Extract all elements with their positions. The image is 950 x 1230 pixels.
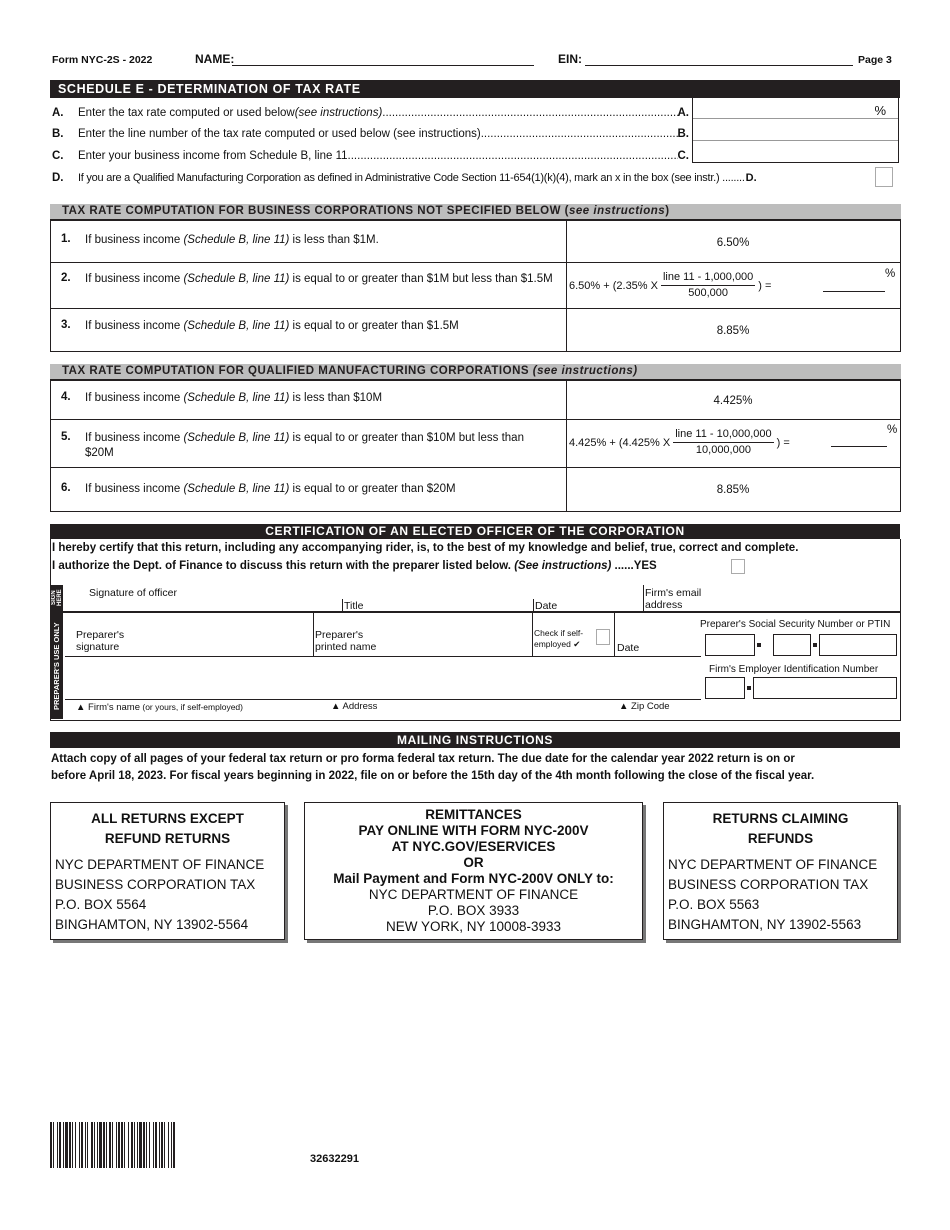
manufacturing-rate-title: TAX RATE COMPUTATION FOR QUALIFIED MANUFACTURING CORPORATIONS (see instructions) — [50, 364, 901, 379]
schedule-e-title: SCHEDULE E - DETERMINATION OF TAX RATE — [50, 80, 900, 98]
line-text: Enter your business income from Schedule B, line 11 — [78, 150, 348, 162]
manufacturing-rate-table — [50, 379, 901, 512]
mailing-box-all-returns: ALL RETURNS EXCEPT REFUND RETURNS NYC DEPARTMENT OF FINANCE BUSINESS CORPORATION TAX P.O. BOX 5564 BINGHAMTON, NY 13902-5564 — [50, 802, 285, 940]
self-employed-label: Check if self-employed ✔ — [534, 628, 584, 649]
barcode-bar — [175, 1122, 176, 1168]
business-rate-title: TAX RATE COMPUTATION FOR BUSINESS CORPORATIONS NOT SPECIFIED BELOW (see instructions) — [50, 204, 901, 219]
rate-value: 8.85% — [716, 325, 750, 337]
preparers-use-only-label: PREPARER'S USE ONLY — [51, 613, 63, 719]
line-text: Enter the line number of the tax rate computed or used below (see instructions) — [78, 128, 481, 140]
firm-ein-field-2[interactable] — [753, 677, 897, 699]
rate-value: 6.50% — [716, 237, 750, 249]
line-ref: (see instructions) — [294, 107, 383, 119]
ptin-field-3[interactable] — [819, 634, 897, 656]
dot-leader — [481, 128, 678, 140]
page-number: Page 3 — [858, 54, 892, 66]
preparer-signature-label: Preparer's signature — [76, 629, 125, 653]
certification-title: CERTIFICATION OF AN ELECTED OFFICER OF THE CORPORATION — [50, 524, 900, 539]
title-label: Title — [344, 600, 364, 612]
table-row: 3. If business income (Schedule B, line 11) is equal to or greater than $1.5M 8.85% — [51, 308, 900, 352]
firm-ein-label: Firm's Employer Identification Number — [709, 664, 879, 675]
firm-name-label: ▲ Firm's name (or yours, if self-employed) — [76, 702, 243, 713]
officer-signature-field[interactable] — [65, 585, 341, 611]
ptin-field-2[interactable] — [773, 634, 811, 656]
line-text: If you are a Qualified Manufacturing Corporation as defined in Administrative Code Section 11-654(1)(k)(4), mark an x in the box (see instr.) ........ — [78, 172, 745, 184]
signature-of-officer-label: Signature of officer — [89, 587, 177, 599]
sign-here-label: SIGN HERE — [51, 585, 63, 611]
firm-ein-field-1[interactable] — [705, 677, 745, 699]
form-code: 32632291 — [310, 1153, 359, 1165]
mailing-text: before April 18, 2023. For fiscal years beginning in 2022, file on or before the 15th day of the 4th month following the close of the fiscal year. — [51, 770, 815, 782]
zip-code-label: ▲ Zip Code — [619, 701, 670, 712]
preparer-name-label: Preparer's printed name — [315, 629, 377, 653]
address-label: ▲ Address — [331, 701, 378, 712]
mailing-box-remittances: REMITTANCES PAY ONLINE WITH FORM NYC-200V AT NYC.GOV/ESERVICES OR Mail Payment and Form NYC-200V ONLY to: NYC DEPARTMENT OF FINANCE P.O. BOX 3933 NEW YORK, NY 10008-3933 — [304, 802, 643, 940]
self-employed-checkbox[interactable] — [596, 629, 610, 645]
line-text: Enter the tax rate computed or used below — [78, 107, 295, 119]
table-row: 6. If business income (Schedule B, line 11) is equal to or greater than $20M 8.85% — [51, 467, 900, 512]
line-c — [52, 150, 689, 162]
rate-formula: 4.425% + (4.425% X $\frac{\text{line 11 - 10,000,000}}{10,000,000}$ ) = — [569, 428, 790, 456]
dot-leader — [382, 107, 677, 119]
certify-statement: I hereby certify that this return, including any accompanying rider, is, to the best of my knowledge and belief, true, correct and complete. — [52, 542, 799, 554]
firms-email-label: Firm's email address — [645, 587, 702, 611]
ein-label: EIN: — [558, 52, 582, 66]
ptin-field-1[interactable] — [705, 634, 755, 656]
table-row: 2. If business income (Schedule B, line 11) is equal to or greater than $1M but less than $1.5M 6.50% + (2.35% X $\frac{\text{line 11 - 1,000,000}}{500,000}$ ) = % — [51, 262, 900, 309]
line-d — [52, 172, 757, 184]
name-label: NAME: — [195, 52, 235, 66]
rate-value: 4.425% — [713, 395, 753, 407]
table-row: 5. If business income (Schedule B, line 11) is equal to or greater than $10M but less than $20M 4.425% + (4.425% X $\frac{\text{line 11 - 10,000,000}}{10,000,000}$ ) = % — [51, 419, 900, 468]
computed-rate-field[interactable] — [823, 291, 885, 292]
date-label: Date — [535, 600, 558, 612]
line-letter-end: D. — [745, 172, 757, 184]
dot-leader — [348, 150, 678, 162]
mailing-box-refunds: RETURNS CLAIMING REFUNDS NYC DEPARTMENT OF FINANCE BUSINESS CORPORATION TAX P.O. BOX 5563 BINGHAMTON, NY 13902-5563 — [663, 802, 898, 940]
barcode — [50, 1122, 248, 1168]
line-letter: D. — [52, 172, 64, 184]
schedule-e-entry-box — [692, 97, 899, 163]
mailing-text: Attach copy of all pages of your federal tax return or pro forma federal tax return. The due date for the calendar year 2022 return is on or — [51, 753, 795, 765]
line-b-input[interactable] — [693, 119, 898, 141]
line-a-input[interactable] — [693, 97, 898, 119]
percent-sign: % — [874, 103, 886, 118]
rate-value: 8.85% — [716, 484, 750, 496]
ein-field[interactable] — [585, 52, 853, 66]
authorize-yes-checkbox[interactable] — [731, 559, 745, 574]
authorize-statement: I authorize the Dept. of Finance to discuss this return with the preparer listed below. (See instructions) ......YES — [52, 560, 657, 572]
line-letter: B. — [52, 128, 64, 140]
ssn-ptin-label: Preparer's Social Security Number or PTIN — [700, 619, 891, 630]
table-row: 1. If business income (Schedule B, line 11) is less than $1M. 6.50% — [51, 220, 900, 263]
line-c-input[interactable] — [693, 141, 898, 162]
form-id: Form NYC-2S - 2022 — [52, 54, 153, 66]
qualified-manufacturing-checkbox[interactable] — [875, 167, 893, 187]
line-b — [52, 128, 689, 140]
line-letter-end: A. — [677, 107, 689, 119]
line-letter: C. — [52, 150, 64, 162]
preparer-date-label: Date — [617, 642, 640, 654]
table-row: 4. If business income (Schedule B, line 11) is less than $10M 4.425% — [51, 380, 900, 420]
business-rate-table — [50, 219, 901, 352]
mailing-title: MAILING INSTRUCTIONS — [50, 732, 900, 748]
line-letter: A. — [52, 107, 64, 119]
line-letter-end: C. — [677, 150, 689, 162]
name-field[interactable] — [232, 52, 534, 66]
computed-rate-field[interactable] — [831, 446, 887, 447]
rate-formula: 6.50% + (2.35% X $\frac{\text{line 11 - 1,000,000}}{500,000}$ ) = — [569, 271, 772, 299]
line-letter-end: B. — [677, 128, 689, 140]
firm-info-field[interactable] — [65, 657, 701, 697]
line-a — [52, 107, 689, 119]
certification-box — [50, 539, 901, 721]
